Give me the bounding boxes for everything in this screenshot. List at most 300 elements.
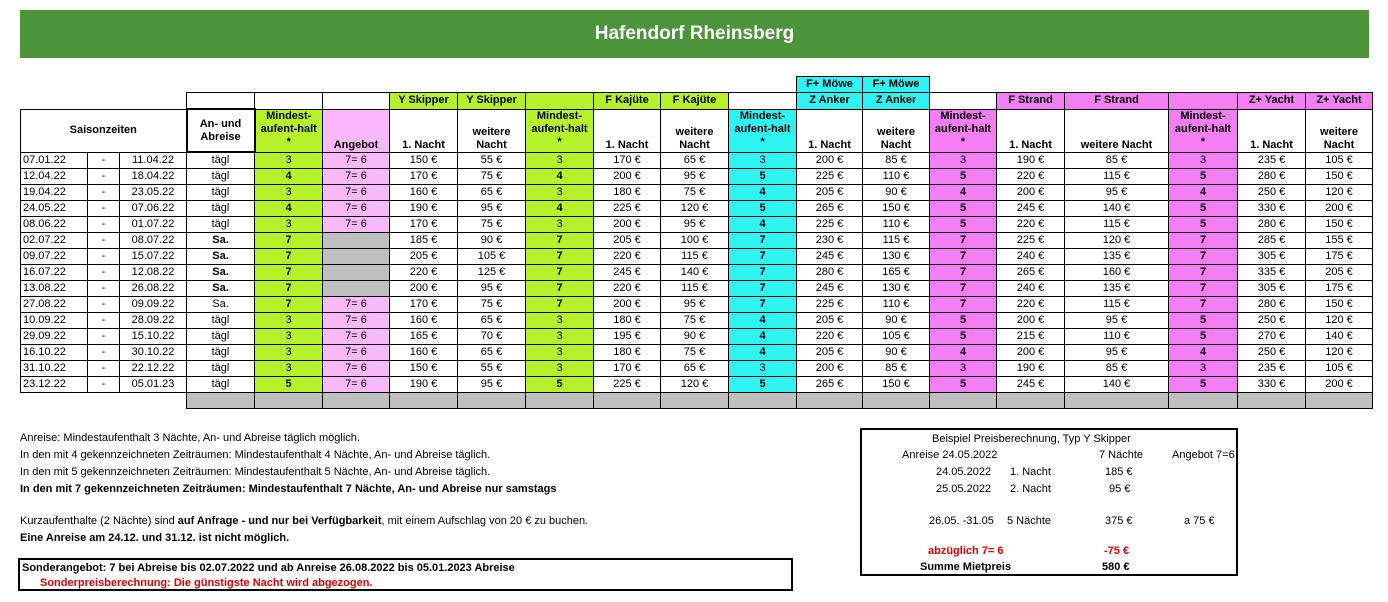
row-z-nacht1: 205 € [797, 313, 863, 329]
row-x-weitere: 105 € [1306, 361, 1373, 377]
row-to: 05.01.23 [120, 377, 187, 393]
row-k-weitere: 90 € [661, 329, 729, 345]
note-kurzaufenthalt: Kurzaufenthalte (2 Nächte) sind auf Anfrage - und nur bei Verfügbarkeit, mit einem Aufschlag von 20 € zu buchen. [20, 515, 589, 527]
row-s-weitere: 85 € [1065, 361, 1169, 377]
row-z-weitere: 130 € [863, 281, 930, 297]
row-s-nacht1: 245 € [997, 377, 1065, 393]
row-min-z: 7 [729, 249, 797, 265]
row-min-y: 7 [255, 233, 323, 249]
row-day: tägl [187, 329, 255, 345]
row-to: 15.07.22 [120, 249, 187, 265]
row-x-nacht1: 250 € [1238, 313, 1306, 329]
table-row [21, 169, 1373, 185]
row-min-k: 4 [526, 201, 594, 217]
row-y-nacht1: 170 € [390, 169, 458, 185]
row-z-nacht1: 265 € [797, 201, 863, 217]
boat-z-anker-1: Z Anker [797, 93, 863, 110]
row-to: 12.08.22 [120, 265, 187, 281]
row-to: 26.08.22 [120, 281, 187, 297]
row-z-weitere: 90 € [863, 313, 930, 329]
row-k-weitere: 120 € [661, 201, 729, 217]
row-z-weitere: 90 € [863, 185, 930, 201]
row-x-weitere: 200 € [1306, 201, 1373, 217]
header-z-weitere: weitere Nacht [863, 109, 930, 152]
row-y-nacht1: 160 € [390, 185, 458, 201]
boat-f-strand-1: F Strand [997, 93, 1065, 110]
header-s-nacht1: 1. Nacht [997, 109, 1065, 152]
header-mindest-x: Mindest- aufent-halt * [1169, 109, 1238, 152]
table-row [21, 281, 1373, 297]
header-mindest-z: Mindest- aufent-halt * [729, 109, 797, 152]
row-to: 11.04.22 [120, 152, 187, 169]
row-offer: 7= 6 [323, 345, 390, 361]
row-min-k: 3 [526, 329, 594, 345]
row-s-nacht1: 220 € [997, 297, 1065, 313]
row-s-weitere: 95 € [1065, 185, 1169, 201]
row-min-s: 3 [930, 152, 997, 169]
row-offer [323, 249, 390, 265]
row-min-y: 3 [255, 361, 323, 377]
header-row-top [21, 77, 1373, 93]
row-min-s: 7 [930, 233, 997, 249]
row-day: tägl [187, 152, 255, 169]
row-min-y: 7 [255, 297, 323, 313]
row-y-weitere: 55 € [458, 361, 526, 377]
header-x-weitere: weitere Nacht [1306, 109, 1373, 152]
row-s-nacht1: 215 € [997, 329, 1065, 345]
row-to: 23.05.22 [120, 185, 187, 201]
row-s-nacht1: 190 € [997, 361, 1065, 377]
row-dash: - [88, 361, 120, 377]
row-dash: - [88, 249, 120, 265]
row-dash: - [88, 217, 120, 233]
row-x-weitere: 150 € [1306, 217, 1373, 233]
boat-z-yacht-2: Z+ Yacht [1306, 93, 1373, 110]
row-k-weitere: 95 € [661, 169, 729, 185]
row-min-k: 3 [526, 185, 594, 201]
table-row [21, 185, 1373, 201]
row-x-nacht1: 335 € [1238, 265, 1306, 281]
row-min-y: 5 [255, 377, 323, 393]
row-y-nacht1: 170 € [390, 297, 458, 313]
row-s-nacht1: 190 € [997, 152, 1065, 169]
row-s-weitere: 140 € [1065, 201, 1169, 217]
row-y-nacht1: 190 € [390, 377, 458, 393]
row-s-weitere: 85 € [1065, 152, 1169, 169]
boat-f-kajuete-1: F Kajüte [594, 93, 661, 110]
row-from: 29.09.22 [21, 329, 88, 345]
table-row [21, 297, 1373, 313]
example-naechte: 7 Nächte [1099, 449, 1144, 461]
row-x-weitere: 205 € [1306, 265, 1373, 281]
row-y-weitere: 75 € [458, 297, 526, 313]
header-row-labels [21, 109, 1373, 152]
row-offer: 7= 6 [323, 152, 390, 169]
example-d3-price: 375 € [1105, 515, 1133, 527]
row-to: 08.07.22 [120, 233, 187, 249]
row-y-nacht1: 160 € [390, 345, 458, 361]
row-z-nacht1: 245 € [797, 249, 863, 265]
row-offer: 7= 6 [323, 297, 390, 313]
row-min-s: 7 [930, 265, 997, 281]
table-body [21, 152, 1373, 393]
row-y-nacht1: 150 € [390, 361, 458, 377]
row-x-weitere: 175 € [1306, 249, 1373, 265]
row-from: 02.07.22 [21, 233, 88, 249]
row-z-weitere: 165 € [863, 265, 930, 281]
row-min-z: 4 [729, 329, 797, 345]
row-min-k: 7 [526, 233, 594, 249]
row-x-nacht1: 285 € [1238, 233, 1306, 249]
row-s-nacht1: 220 € [997, 217, 1065, 233]
row-min-x: 7 [1169, 297, 1238, 313]
row-offer: 7= 6 [323, 377, 390, 393]
row-min-k: 4 [526, 169, 594, 185]
row-min-s: 3 [930, 361, 997, 377]
row-min-k: 7 [526, 281, 594, 297]
row-z-weitere: 90 € [863, 345, 930, 361]
header-mindest-s: Mindest- aufent-halt * [930, 109, 997, 152]
row-min-y: 3 [255, 329, 323, 345]
header-mindest-k: Mindest- aufent-halt * [526, 109, 594, 152]
row-k-nacht1: 225 € [594, 377, 661, 393]
row-offer [323, 281, 390, 297]
row-from: 10.09.22 [21, 313, 88, 329]
row-s-nacht1: 245 € [997, 201, 1065, 217]
row-s-weitere: 115 € [1065, 169, 1169, 185]
row-day: tägl [187, 313, 255, 329]
row-y-weitere: 95 € [458, 281, 526, 297]
row-min-z: 5 [729, 201, 797, 217]
row-s-weitere: 160 € [1065, 265, 1169, 281]
row-z-nacht1: 220 € [797, 329, 863, 345]
row-day: tägl [187, 377, 255, 393]
example-d2-label: 2. Nacht [1010, 483, 1051, 495]
row-k-weitere: 115 € [661, 249, 729, 265]
row-s-weitere: 115 € [1065, 297, 1169, 313]
row-x-nacht1: 280 € [1238, 169, 1306, 185]
row-from: 31.10.22 [21, 361, 88, 377]
row-k-weitere: 75 € [661, 345, 729, 361]
row-day: tägl [187, 217, 255, 233]
row-min-z: 5 [729, 169, 797, 185]
note-min7: In den mit 7 gekennzeichneten Zeiträumen: Mindestaufenthalt 7 Nächte, An- und Abreise nur samstags [20, 483, 557, 495]
row-s-weitere: 135 € [1065, 249, 1169, 265]
row-min-s: 7 [930, 249, 997, 265]
note-min5: In den mit 5 gekennzeichneten Zeiträumen: Mindestaufenthalt 5 Nächte, An- und Abreise täglich. [20, 466, 491, 478]
row-from: 16.10.22 [21, 345, 88, 361]
row-from: 27.08.22 [21, 297, 88, 313]
row-x-weitere: 200 € [1306, 377, 1373, 393]
table-row [21, 249, 1373, 265]
row-s-nacht1: 225 € [997, 233, 1065, 249]
table-row [21, 217, 1373, 233]
row-offer [323, 233, 390, 249]
row-day: tägl [187, 201, 255, 217]
row-z-weitere: 105 € [863, 329, 930, 345]
example-d2-price: 95 € [1109, 483, 1131, 495]
row-offer: 7= 6 [323, 201, 390, 217]
row-from: 23.12.22 [21, 377, 88, 393]
row-min-x: 4 [1169, 185, 1238, 201]
row-z-nacht1: 200 € [797, 361, 863, 377]
row-k-nacht1: 200 € [594, 217, 661, 233]
boat-z-anker-2: Z Anker [863, 93, 930, 110]
row-y-weitere: 125 € [458, 265, 526, 281]
example-angebot: Angebot 7=6 [1172, 449, 1235, 461]
row-to: 07.06.22 [120, 201, 187, 217]
header-angebot: Angebot [323, 109, 390, 152]
row-min-y: 3 [255, 152, 323, 169]
row-day: Sa. [187, 265, 255, 281]
row-k-nacht1: 170 € [594, 361, 661, 377]
row-k-nacht1: 220 € [594, 281, 661, 297]
sonderpreis-text: Sonderpreisberechnung: Die günstigste Nacht wird abgezogen. [40, 577, 373, 589]
row-day: Sa. [187, 233, 255, 249]
row-min-z: 4 [729, 217, 797, 233]
row-y-nacht1: 185 € [390, 233, 458, 249]
row-min-x: 5 [1169, 329, 1238, 345]
page-title-banner [20, 10, 1369, 58]
row-x-weitere: 120 € [1306, 185, 1373, 201]
row-day: Sa. [187, 281, 255, 297]
row-min-y: 3 [255, 217, 323, 233]
row-to: 15.10.22 [120, 329, 187, 345]
row-to: 22.12.22 [120, 361, 187, 377]
row-min-z: 3 [729, 361, 797, 377]
table-row [21, 329, 1373, 345]
row-min-z: 7 [729, 297, 797, 313]
row-offer: 7= 6 [323, 217, 390, 233]
row-y-weitere: 55 € [458, 152, 526, 169]
row-x-nacht1: 280 € [1238, 297, 1306, 313]
note-keine-anreise: Eine Anreise am 24.12. und 31.12. ist nicht möglich. [20, 532, 290, 544]
row-z-nacht1: 225 € [797, 297, 863, 313]
row-x-nacht1: 235 € [1238, 152, 1306, 169]
row-y-weitere: 65 € [458, 185, 526, 201]
row-min-x: 7 [1169, 281, 1238, 297]
row-dash: - [88, 233, 120, 249]
row-min-s: 7 [930, 281, 997, 297]
row-min-x: 5 [1169, 313, 1238, 329]
boat-y-skipper-2: Y Skipper [458, 93, 526, 110]
row-from: 09.07.22 [21, 249, 88, 265]
row-y-weitere: 105 € [458, 249, 526, 265]
boat-f-kajuete-2: F Kajüte [661, 93, 729, 110]
row-x-weitere: 150 € [1306, 297, 1373, 313]
row-k-weitere: 95 € [661, 217, 729, 233]
row-min-k: 5 [526, 377, 594, 393]
row-min-k: 3 [526, 152, 594, 169]
row-min-x: 5 [1169, 169, 1238, 185]
row-z-weitere: 110 € [863, 169, 930, 185]
table-row [21, 152, 1373, 169]
row-z-weitere: 85 € [863, 152, 930, 169]
row-s-weitere: 120 € [1065, 233, 1169, 249]
row-y-weitere: 75 € [458, 169, 526, 185]
header-y-nacht1: 1. Nacht [390, 109, 458, 152]
header-saisonzeiten: Saisonzeiten [21, 109, 187, 152]
row-s-nacht1: 200 € [997, 345, 1065, 361]
example-abzug: abzüglich 7= 6 [928, 545, 1004, 557]
row-s-weitere: 95 € [1065, 345, 1169, 361]
row-k-weitere: 120 € [661, 377, 729, 393]
row-day: tägl [187, 345, 255, 361]
row-s-weitere: 140 € [1065, 377, 1169, 393]
row-dash: - [88, 185, 120, 201]
row-z-weitere: 150 € [863, 201, 930, 217]
row-min-z: 3 [729, 152, 797, 169]
row-x-nacht1: 250 € [1238, 185, 1306, 201]
row-dash: - [88, 313, 120, 329]
row-k-nacht1: 180 € [594, 345, 661, 361]
row-y-nacht1: 165 € [390, 329, 458, 345]
row-x-nacht1: 330 € [1238, 377, 1306, 393]
row-x-nacht1: 305 € [1238, 249, 1306, 265]
row-y-nacht1: 150 € [390, 152, 458, 169]
row-min-y: 3 [255, 313, 323, 329]
row-k-weitere: 75 € [661, 313, 729, 329]
row-x-weitere: 120 € [1306, 313, 1373, 329]
example-calculation-box [860, 428, 1238, 576]
row-z-nacht1: 245 € [797, 281, 863, 297]
row-s-nacht1: 240 € [997, 281, 1065, 297]
row-z-nacht1: 225 € [797, 217, 863, 233]
table-row [21, 233, 1373, 249]
row-k-weitere: 75 € [661, 185, 729, 201]
example-summe: Summe Mietpreis [920, 561, 1012, 573]
price-table [20, 76, 1373, 409]
row-offer [323, 265, 390, 281]
example-d3: 26.05. -31.05 [929, 515, 994, 527]
row-offer: 7= 6 [323, 361, 390, 377]
row-min-s: 5 [930, 169, 997, 185]
row-day: tägl [187, 185, 255, 201]
row-min-z: 4 [729, 345, 797, 361]
row-min-z: 7 [729, 265, 797, 281]
row-offer: 7= 6 [323, 329, 390, 345]
row-z-weitere: 110 € [863, 297, 930, 313]
table-row [21, 361, 1373, 377]
row-day: tägl [187, 361, 255, 377]
example-d1-label: 1. Nacht [1010, 466, 1051, 478]
row-dash: - [88, 329, 120, 345]
row-z-nacht1: 225 € [797, 169, 863, 185]
row-k-weitere: 95 € [661, 297, 729, 313]
row-from: 19.04.22 [21, 185, 88, 201]
row-min-y: 7 [255, 281, 323, 297]
table-row [21, 265, 1373, 281]
row-k-nacht1: 195 € [594, 329, 661, 345]
row-dash: - [88, 152, 120, 169]
row-min-k: 7 [526, 297, 594, 313]
row-k-nacht1: 200 € [594, 297, 661, 313]
row-x-nacht1: 280 € [1238, 217, 1306, 233]
row-min-y: 3 [255, 345, 323, 361]
sonderangebot-text: Sonderangebot: 7 bei Abreise bis 02.07.2022 und ab Anreise 26.08.2022 bis 05.01.2023 Abreise [22, 562, 515, 574]
row-y-nacht1: 190 € [390, 201, 458, 217]
row-x-weitere: 120 € [1306, 345, 1373, 361]
row-y-nacht1: 220 € [390, 265, 458, 281]
row-y-nacht1: 170 € [390, 217, 458, 233]
row-k-nacht1: 170 € [594, 152, 661, 169]
row-to: 09.09.22 [120, 297, 187, 313]
example-d1-price: 185 € [1105, 466, 1133, 478]
row-min-y: 7 [255, 265, 323, 281]
row-z-weitere: 115 € [863, 233, 930, 249]
row-x-weitere: 105 € [1306, 152, 1373, 169]
row-min-x: 7 [1169, 233, 1238, 249]
row-s-weitere: 95 € [1065, 313, 1169, 329]
header-an-abreise: An- und Abreise [187, 109, 255, 152]
example-d1: 24.05.2022 [936, 466, 992, 478]
example-anreise: Anreise 24.05.2022 [902, 449, 998, 461]
row-s-nacht1: 240 € [997, 249, 1065, 265]
row-min-y: 3 [255, 185, 323, 201]
row-y-weitere: 70 € [458, 329, 526, 345]
row-min-x: 5 [1169, 201, 1238, 217]
row-offer: 7= 6 [323, 185, 390, 201]
header-s-weitere: weitere Nacht [1065, 109, 1169, 152]
table-row [21, 201, 1373, 217]
row-z-nacht1: 200 € [797, 152, 863, 169]
row-z-weitere: 110 € [863, 217, 930, 233]
row-z-nacht1: 230 € [797, 233, 863, 249]
row-k-weitere: 65 € [661, 361, 729, 377]
row-s-nacht1: 200 € [997, 313, 1065, 329]
row-day: Sa. [187, 249, 255, 265]
example-d3-label: 5 Nächte [1007, 515, 1052, 527]
header-row-boats [21, 93, 1373, 110]
row-k-nacht1: 225 € [594, 201, 661, 217]
note-min3: Anreise: Mindestaufenthalt 3 Nächte, An- und Abreise täglich möglich. [20, 432, 360, 444]
row-min-x: 3 [1169, 361, 1238, 377]
boat-z-yacht-1: Z+ Yacht [1238, 93, 1306, 110]
row-z-nacht1: 265 € [797, 377, 863, 393]
row-to: 30.10.22 [120, 345, 187, 361]
row-y-nacht1: 160 € [390, 313, 458, 329]
row-k-nacht1: 245 € [594, 265, 661, 281]
row-from: 16.07.22 [21, 265, 88, 281]
row-dash: - [88, 169, 120, 185]
row-k-nacht1: 200 € [594, 169, 661, 185]
example-abzug-price: -75 € [1104, 545, 1130, 557]
row-y-weitere: 75 € [458, 217, 526, 233]
row-s-weitere: 110 € [1065, 329, 1169, 345]
boat-f-strand-2: F Strand [1065, 93, 1169, 110]
boat-top-1: F+ Möwe [797, 77, 863, 93]
boat-top-2: F+ Möwe [863, 77, 930, 93]
row-min-k: 3 [526, 217, 594, 233]
row-min-k: 3 [526, 313, 594, 329]
row-min-x: 7 [1169, 249, 1238, 265]
row-min-s: 4 [930, 345, 997, 361]
header-y-weitere: weitere Nacht [458, 109, 526, 152]
row-min-x: 3 [1169, 152, 1238, 169]
row-min-y: 4 [255, 169, 323, 185]
note-min4: In den mit 4 gekennzeichneten Zeiträumen: Mindestaufenthalt 4 Nächte, An- und Abreise täglich. [20, 449, 491, 461]
row-z-weitere: 150 € [863, 377, 930, 393]
row-min-s: 5 [930, 313, 997, 329]
row-y-nacht1: 200 € [390, 281, 458, 297]
row-from: 12.04.22 [21, 169, 88, 185]
row-s-weitere: 135 € [1065, 281, 1169, 297]
example-title: Beispiel Preisberechnung, Typ Y Skipper [932, 433, 1131, 445]
row-min-s: 5 [930, 201, 997, 217]
row-x-nacht1: 330 € [1238, 201, 1306, 217]
row-day: Sa. [187, 297, 255, 313]
row-offer: 7= 6 [323, 313, 390, 329]
